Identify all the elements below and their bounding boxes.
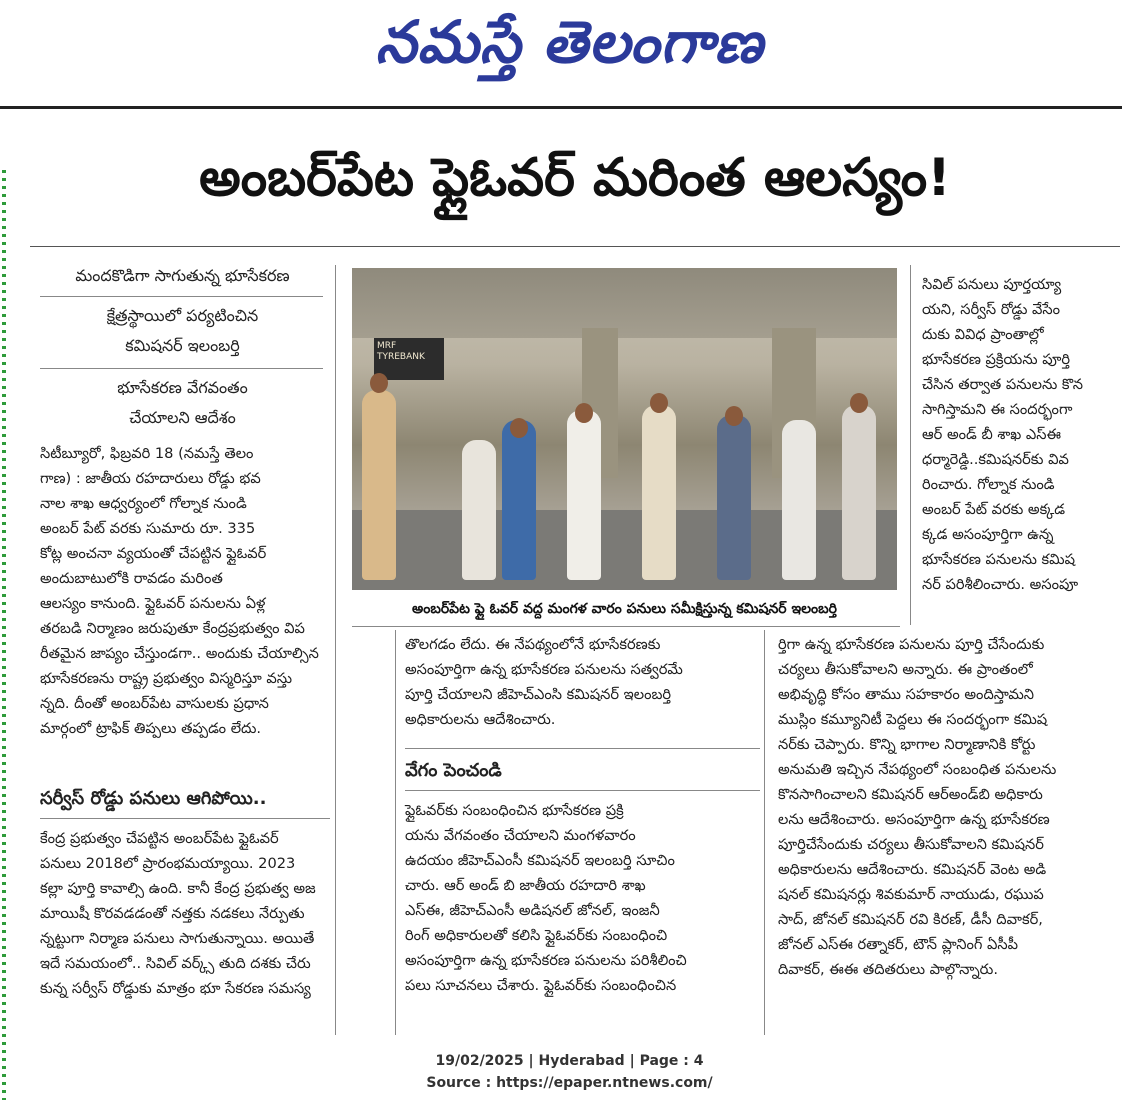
column-divider-3: [764, 630, 765, 1035]
caption-rule: [352, 626, 900, 627]
text-line: లను ఆదేశించారు. అసంపూర్తిగా ఉన్న భూసేకరణ: [778, 811, 1050, 828]
subhead-rule-2: [40, 368, 323, 369]
subhead-5: చేయాలని ఆదేశం: [129, 408, 236, 427]
text-line: ఇదే సమయంలో.. సివిల్ వర్క్స్ తుది దశకు చేరు: [40, 955, 311, 972]
text-line: సాద్, జోనల్ కమిషనర్ రవి కిరణ్, డీసీ దివాకర్,: [778, 911, 1043, 928]
text-line: చర్యలు తీసుకోవాలని అన్నారు. ఈ ప్రాంతంలో: [778, 661, 1033, 678]
text-line: రీతమైన జాప్యం చేస్తుండగా.. అందుకు చేయాల్సిన: [40, 645, 319, 662]
text-line: సివిల్ పనులు పూర్తయ్యా: [922, 276, 1062, 293]
person-head: [725, 406, 743, 426]
text-line: ధర్మారెడ్డి..కమిషనర్‌కు వివ: [922, 451, 1069, 468]
text-line: దివాకర్, ఈఈ తదితరులు పాల్గొన్నారు.: [778, 961, 998, 978]
text-line: పలు సూచనలు చేశారు. ఫ్లైఓవర్‌కు సంబంధించిన: [405, 977, 677, 994]
person: [717, 415, 751, 580]
person-head: [575, 403, 593, 423]
text-line: కోట్ల అంచనా వ్యయంతో చేపట్టిన ఫ్లైఓవర్: [40, 545, 267, 562]
text-line: పూర్తి చేయాలని జీహెచ్ఎంసి కమిషనర్ ఇలంబర్తి: [405, 686, 672, 703]
text-line: ఆర్ అండ్ బీ శాఖ ఎస్ఈ: [922, 426, 1061, 443]
headline: అంబర్‌పేట ఫ్లైఓవర్ మరింత ఆలస్యం!: [199, 148, 951, 208]
news-photo: [352, 268, 897, 590]
text-line: భూసేకరణ ప్రక్రియను పూర్తి: [922, 351, 1071, 368]
text-line: గాణ) : జాతీయ రహదారులు రోడ్డు భవ: [40, 470, 261, 487]
column-divider-4: [910, 265, 911, 625]
col1-paragraph-2: [40, 826, 380, 1001]
page-footer: [0, 1050, 1139, 1094]
text-line: పూర్తిచేసేందుకు చర్యలు తీసుకోవాలని కమిషనర్: [778, 836, 1044, 853]
text-line: అధికారులను ఆదేశించారు. కమిషనర్ వెంట అడి: [778, 861, 1047, 878]
col3-paragraph-1: [922, 272, 1122, 597]
masthead-rule: [0, 106, 1122, 109]
col2-paragraph-2: [405, 798, 757, 998]
text-line: అసంపూర్తిగా ఉన్న భూసేకరణ పనులను పరిశీలించి: [405, 952, 687, 969]
text-line: రించారు. గోల్నాక నుండి: [922, 476, 1055, 493]
text-line: భూసేకరణ పనులను కమిష: [922, 551, 1075, 568]
shop-sign: MRF TYREBANK: [374, 338, 444, 380]
text-line: చారు. ఆర్ అండ్ బి జాతీయ రహదారి శాఖ: [405, 877, 646, 894]
subhead-2: క్షేత్రస్థాయిలో పర్యటించిన: [106, 306, 259, 325]
newspaper-logo: నమస్తే తెలంగాణ: [375, 8, 764, 76]
text-line: అసంపూర్తిగా ఉన్న భూసేకరణ పనులను సత్వరమే: [405, 661, 683, 678]
text-line: భూసేకరణను రాష్ట్ర ప్రభుత్వం విస్మరిస్తూ వస్తు: [40, 670, 293, 687]
subhead-4: భూసేకరణ వేగవంతం: [117, 378, 248, 397]
person: [842, 405, 876, 580]
text-line: యను వేగవంతం చేయాలని మంగళవారం: [405, 827, 636, 844]
text-line: కున్న సర్వీస్ రోడ్డుకు మాత్రం భూ సేకరణ సమస్య: [40, 980, 311, 997]
col3-paragraph-2: [778, 632, 1123, 982]
text-line: సాగిస్తామని ఈ సందర్భంగా: [922, 401, 1073, 418]
text-line: యని, సర్వీస్ రోడ్డు వేసేం: [922, 301, 1061, 318]
text-line: మాయిషీ కొరవడడంతో నత్తకు నడకలు నేర్పుతు: [40, 905, 305, 922]
text-line: ఫ్లైఓవర్‌కు సంబంధించిన భూసేకరణ ప్రక్రి: [405, 802, 624, 819]
text-line: రింగ్ అధికారులతో కలిసి ఫ్లైఓవర్‌కు సంబంధించి: [405, 927, 668, 944]
text-line: అంబర్ పేట్ వరకు సుమారు రూ. 335: [40, 520, 256, 537]
text-line: కల్లా పూర్తి కావాల్సి ఉంది. కానీ కేంద్ర ప్రభుత్వ అజ: [40, 880, 316, 897]
text-line: ఆలస్యం కానుంది. ఫ్లైఓవర్ పనులను ఏళ్ల: [40, 595, 266, 612]
section-rule: [405, 790, 760, 791]
headline-rule: [30, 246, 1120, 247]
text-line: షనల్ కమిషనర్లు శివకుమార్ నాయుడు, రఘుప: [778, 886, 1044, 903]
text-line: నర్ పరిశీలించారు. అసంపూ: [922, 576, 1079, 593]
col2-paragraph-1: [405, 632, 757, 732]
person-head: [510, 418, 528, 438]
text-line: ముస్లిం కమ్యూనిటీ పెద్దలు ఈ సందర్భంగా కమిష: [778, 711, 1048, 728]
section-heading-service-road: సర్వీస్ రోడ్డు పనులు ఆగిపోయి..: [40, 788, 267, 809]
photo-caption: అంబర్‌పేట ఫ్లై ఓవర్ వద్ద మంగళ వారం పనులు సమీక్షిస్తున్న కమిషనర్ ఇలంబర్తి: [352, 594, 897, 624]
masthead: [0, 0, 1139, 108]
text-line: అంబర్ పేట్ వరకు అక్కడ: [922, 501, 1066, 518]
text-line: నర్‌కు చెప్పారు. కొన్ని భాగాల నిర్మాణానికి కోర్టు: [778, 736, 1036, 753]
section-heading-speed-up: వేగం పెంచండి: [405, 760, 502, 781]
person-head: [850, 393, 868, 413]
footer-source: Source : https://epaper.ntnews.com/: [426, 1075, 713, 1091]
person: [782, 420, 816, 580]
text-line: కొనసాగించాలని కమిషనర్ ఆర్అండ్‌బి అధికారు: [778, 786, 1043, 803]
text-line: క్కడ అసంపూర్తిగా ఉన్న: [922, 526, 1054, 543]
person: [362, 390, 396, 580]
text-line: న్నట్టుగా నిర్మాణ పనులు సాగుతున్నాయి. అయితే: [40, 930, 315, 947]
section-rule: [405, 748, 760, 749]
text-line: ర్తిగా ఉన్న భూసేకరణ పనులను పూర్తి చేసేందుకు: [778, 636, 1045, 653]
person: [642, 405, 676, 580]
text-line: అధికారులను ఆదేశించారు.: [405, 711, 556, 728]
text-line: అందుబాటులోకి రావడం మరింత: [40, 570, 223, 587]
subhead-1: మందకొడిగా సాగుతున్న భూసేకరణ: [75, 266, 290, 285]
column-divider-2: [395, 630, 396, 1035]
col1-paragraph-1: [40, 441, 330, 741]
person-head: [650, 393, 668, 413]
section-rule: [40, 818, 330, 819]
text-line: సిటీబ్యూరో, ఫిబ్రవరి 18 (నమస్తే తెలం: [40, 445, 254, 462]
green-dotted-border: [2, 170, 6, 1100]
person-head: [370, 373, 388, 393]
text-line: నాల శాఖ ఆధ్వర్యంలో గోల్నాక నుండి: [40, 495, 247, 512]
text-line: అనుమతి ఇచ్చిన నేపథ్యంలో సంబంధిత పనులను: [778, 761, 1057, 778]
footer-date-page: 19/02/2025 | Hyderabad | Page : 4: [435, 1053, 704, 1069]
text-line: కేంద్ర ప్రభుత్వం చేపట్టిన అంబర్‌పేట ఫ్లైఓవర్: [40, 830, 279, 847]
text-line: న్నది. దీంతో అంబర్‌పేట వాసులకు ప్రధాన: [40, 695, 269, 712]
subhead-rule-1: [40, 296, 323, 297]
text-line: ఉదయం జీహెచ్ఎంసీ కమిషనర్ ఇలంబర్తి సూచిం: [405, 852, 675, 869]
text-line: దుకు వివిధ ప్రాంతాల్లో: [922, 326, 1044, 343]
text-line: జోనల్ ఎస్ఈ రత్నాకర్, టౌన్ ప్లానింగ్ ఏసీపీ: [778, 936, 1019, 953]
person: [567, 410, 601, 580]
text-line: మార్గంలో ట్రాఫిక్ తిప్పలు తప్పడం లేదు.: [40, 720, 262, 737]
text-line: తరబడి నిర్మాణం జరుపుతూ కేంద్రప్రభుత్వం విప: [40, 620, 305, 637]
text-line: చేసిన తర్వాత పనులను కొన: [922, 376, 1084, 393]
text-line: పనులు 2018లో ప్రారంభమయ్యాయి. 2023: [40, 855, 296, 872]
text-line: ఎస్ఈ, జీహెచ్ఎంసీ అడిషనల్ జోనల్, ఇంజనీ: [405, 902, 660, 919]
subhead-3: కమిషనర్ ఇలంబర్తి: [125, 336, 240, 355]
person: [462, 440, 496, 580]
person: [502, 420, 536, 580]
text-line: తొలగడం లేదు. ఈ నేపథ్యంలోనే భూసేకరణకు: [405, 636, 661, 653]
text-line: అభివృద్ధి కోసం తాము సహకారం అందిస్తామని: [778, 686, 1035, 703]
